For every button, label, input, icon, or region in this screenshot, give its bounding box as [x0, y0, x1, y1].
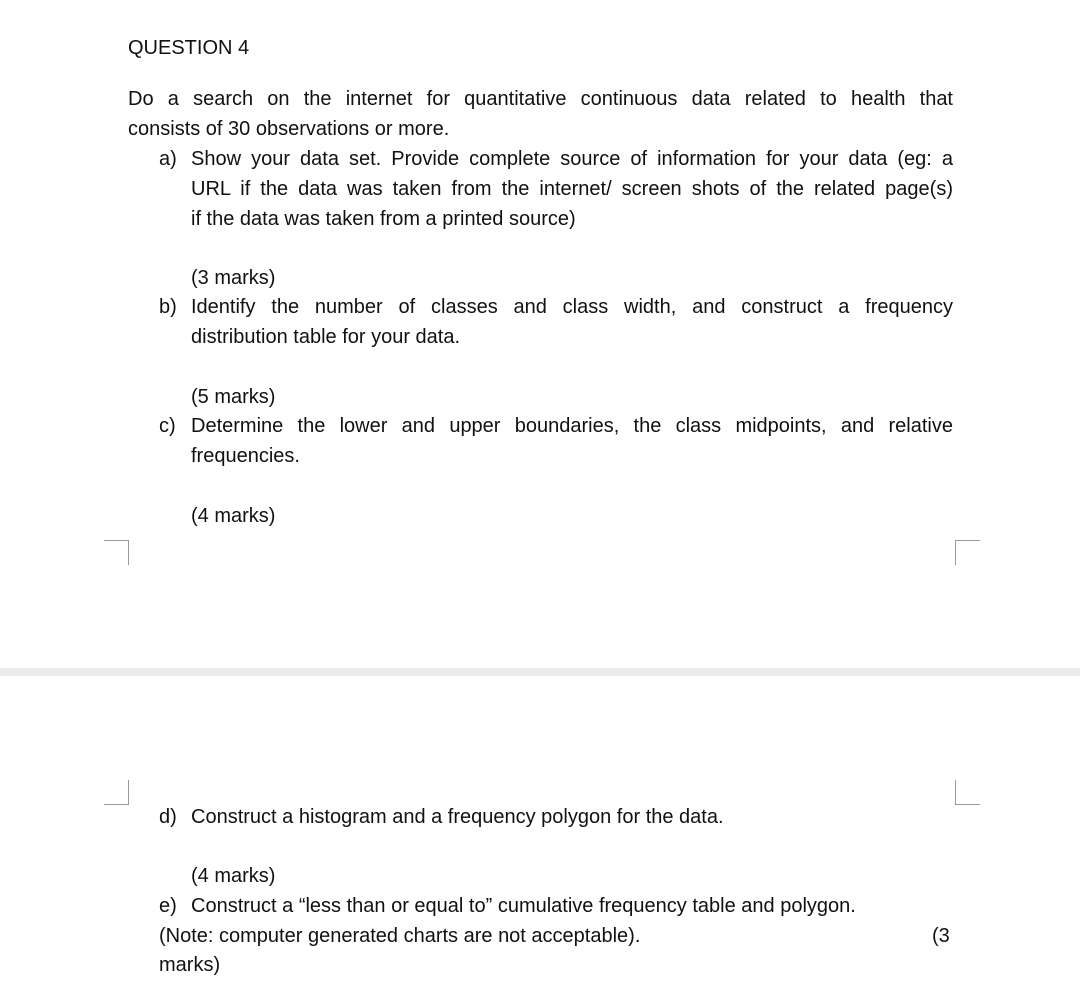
part-b-marks: (5 marks)	[191, 386, 276, 408]
part-e-line-1: Construct a “less than or equal to” cumulative frequency table and polygon.	[191, 895, 856, 917]
part-e-marks-end: marks)	[159, 954, 221, 976]
part-b-label: b)	[159, 296, 177, 318]
part-d-line-1: Construct a histogram and a frequency polygon for the data.	[191, 806, 724, 828]
part-a-line-1: Show your data set. Provide complete source of information for your data (eg: a	[191, 148, 953, 170]
part-c-marks: (4 marks)	[191, 505, 276, 527]
part-a-marks: (3 marks)	[191, 267, 276, 289]
margin-corner-mark	[104, 780, 129, 805]
part-c-line-1: Determine the lower and upper boundaries, the class midpoints, and relative	[191, 415, 953, 437]
page-separator	[0, 668, 1080, 676]
part-a-label: a)	[159, 148, 177, 170]
part-a-line-2: URL if the data was taken from the internet/ screen shots of the related page(s)	[191, 178, 953, 200]
part-e-line-2: (Note: computer generated charts are not acceptable).	[159, 925, 641, 947]
question-heading: QUESTION 4	[128, 37, 250, 59]
part-a-line-3: if the data was taken from a printed source)	[191, 208, 576, 230]
document-page-2	[0, 676, 1080, 988]
part-e-marks-start: (3	[932, 925, 950, 947]
part-b-line-2: distribution table for your data.	[191, 326, 461, 348]
part-d-label: d)	[159, 806, 177, 828]
part-e-label: e)	[159, 895, 177, 917]
part-d-marks: (4 marks)	[191, 865, 276, 887]
margin-corner-mark	[955, 540, 980, 565]
question-intro-line-2: consists of 30 observations or more.	[128, 118, 450, 140]
question-intro-line-1: Do a search on the internet for quantitative continuous data related to health that	[128, 88, 953, 110]
margin-corner-mark	[104, 540, 129, 565]
part-c-label: c)	[159, 415, 176, 437]
part-c-line-2: frequencies.	[191, 445, 300, 467]
margin-corner-mark	[955, 780, 980, 805]
part-b-line-1: Identify the number of classes and class width, and construct a frequency	[191, 296, 953, 318]
